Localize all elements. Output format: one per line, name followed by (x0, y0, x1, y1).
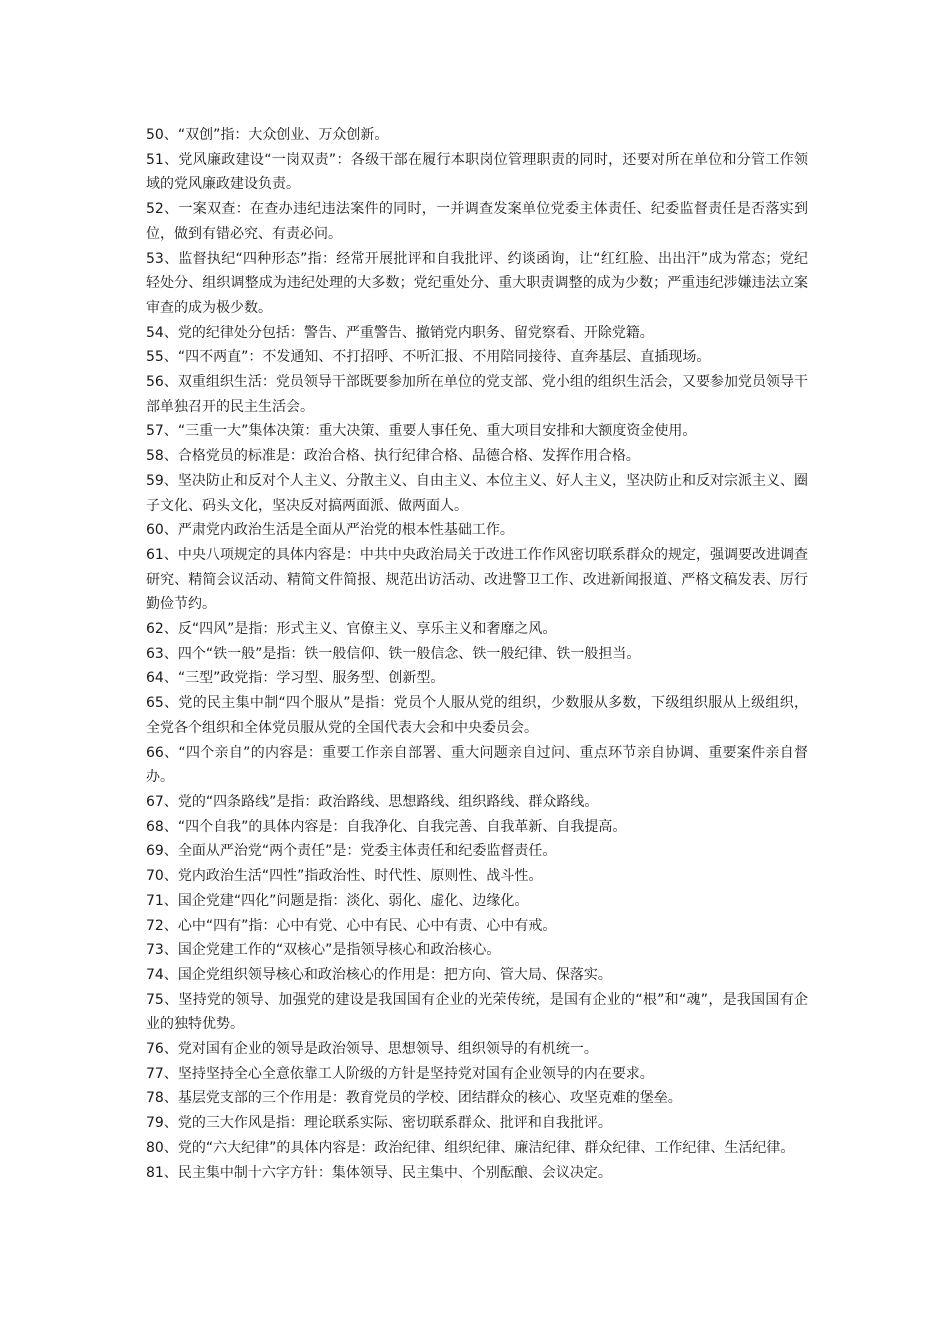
item-58: 58、合格党员的标准是：政治合格、执行纪律合格、品德合格、发挥作用合格。 (146, 448, 640, 465)
item-65: 65、党的民主集中制“四个服从”是指：党员个人服从党的组织，少数服从多数，下级组织服从上级组织，全党各个组织和全体党员服从党的全国代表大会和中央委员会。 (146, 695, 808, 736)
item-54: 54、党的纪律处分包括：警告、严重警告、撤销党内职务、留党察看、开除党籍。 (146, 324, 654, 341)
item-63: 63、四个“铁一般”是指：铁一般信仰、铁一般信念、铁一般纪律、铁一般担当。 (146, 645, 641, 662)
item-80: 80、党的“六大纪律”的具体内容是：政治纪律、组织纪律、廉洁纪律、群众纪律、工作纪律、生活纪律。 (146, 1139, 795, 1156)
item-51: 51、党风廉政建设“一岗双责”：各级干部在履行本职岗位管理职责的同时，还要对所在单位和分管工作领域的党风廉政建设负责。 (146, 151, 808, 193)
item-53: 53、监督执纪“四种形态”指：经常开展批评和自我批评、约谈函询，让“红红脸、出出汗”成为常态；党纪轻处分、组织调整成为违纪处理的大多数；党纪重处分、重大职责调整的成为少数；严重违纪涉嫌违法立案审查的成为极少数。 (146, 250, 808, 316)
item-61: 61、中央八项规定的具体内容是：中共中央政治局关于改进工作作风密切联系群众的规定，强调要改进调查研究、精简会议活动、精简文件简报、规范出访活动、改进警卫工作、改进新闻报道、严格文稿发表、厉行勤俭节约。 (146, 546, 808, 613)
item-78: 78、基层党支部的三个作用是：教育党员的学校、团结群众的核心、攻坚克难的堡垒。 (146, 1090, 682, 1107)
item-79: 79、党的三大作风是指：理论联系实际、密切联系群众、批评和自我批评。 (146, 1115, 612, 1132)
item-81: 81、民主集中制十六字方针：集体领导、民主集中、个别酝酿、会议决定。 (146, 1164, 612, 1181)
item-59: 59、坚决防止和反对个人主义、分散主义、自由主义、本位主义、好人主义，坚决防止和反对宗派主义、圈子文化、码头文化，坚决反对搞两面派、做两面人。 (146, 472, 808, 514)
item-67: 67、党的“四条路线”是指：政治路线、思想路线、组织路线、群众路线。 (146, 793, 599, 810)
item-69: 69、全面从严治党“两个责任”是：党委主体责任和纪委监督责任。 (146, 843, 557, 860)
document-body (146, 123, 808, 1185)
item-68: 68、“四个自我”的具体内容是：自我净化、自我完善、自我革新、自我提高。 (146, 818, 627, 835)
item-74: 74、国企党组织领导核心和政治核心的作用是：把方向、管大局、保落实。 (146, 966, 612, 983)
item-56: 56、双重组织生活：党员领导干部既要参加所在单位的党支部、党小组的组织生活会，又要参加党员领导干部单独召开的民主生活会。 (146, 374, 808, 415)
item-64: 64、“三型”政党指：学习型、服务型、创新型。 (146, 670, 445, 687)
item-75: 75、坚持党的领导、加强党的建设是我国国有企业的光荣传统，是国有企业的“根”和“魂”，是我国国有企业的独特优势。 (146, 991, 808, 1033)
item-50: 50、“双创”指：大众创业、万众创新。 (146, 127, 389, 143)
item-57: 57、“三重一大”集体决策：重大决策、重要人事任免、重大项目安排和大额度资金使用。 (146, 423, 697, 440)
item-66: 66、“四个亲自”的内容是：重要工作亲自部署、重大问题亲自过问、重点环节亲自协调、重要案件亲自督办。 (146, 744, 808, 786)
item-60: 60、严肃党内政治生活是全面从严治党的根本性基础工作。 (146, 522, 514, 539)
item-70: 70、党内政治生活“四性”指政治性、时代性、原则性、战斗性。 (146, 868, 543, 885)
item-76: 76、党对国有企业的领导是政治领导、思想领导、组织领导的有机统一。 (146, 1041, 598, 1058)
item-77: 77、坚持坚持全心全意依靠工人阶级的方针是坚持党对国有企业领导的内在要求。 (146, 1065, 654, 1082)
item-62: 62、反“四风”是指：形式主义、官僚主义、享乐主义和奢靡之风。 (146, 621, 557, 638)
item-52: 52、一案双查：在查办违纪违法案件的同时，一并调查发案单位党委主体责任、纪委监督责任是否落实到位，做到有错必究、有责必问。 (146, 201, 808, 242)
item-55: 55、“四不两直”：不发通知、不打招呼、不听汇报、不用陪同接待、直奔基层、直插现场。 (146, 349, 711, 366)
item-73: 73、国企党建工作的“双核心”是指领导核心和政治核心。 (146, 942, 501, 959)
item-71: 71、国企党建“四化”问题是指：淡化、弱化、虚化、边缘化。 (146, 892, 529, 909)
item-72: 72、心中“四有”指：心中有党、心中有民、心中有责、心中有戒。 (146, 917, 557, 934)
